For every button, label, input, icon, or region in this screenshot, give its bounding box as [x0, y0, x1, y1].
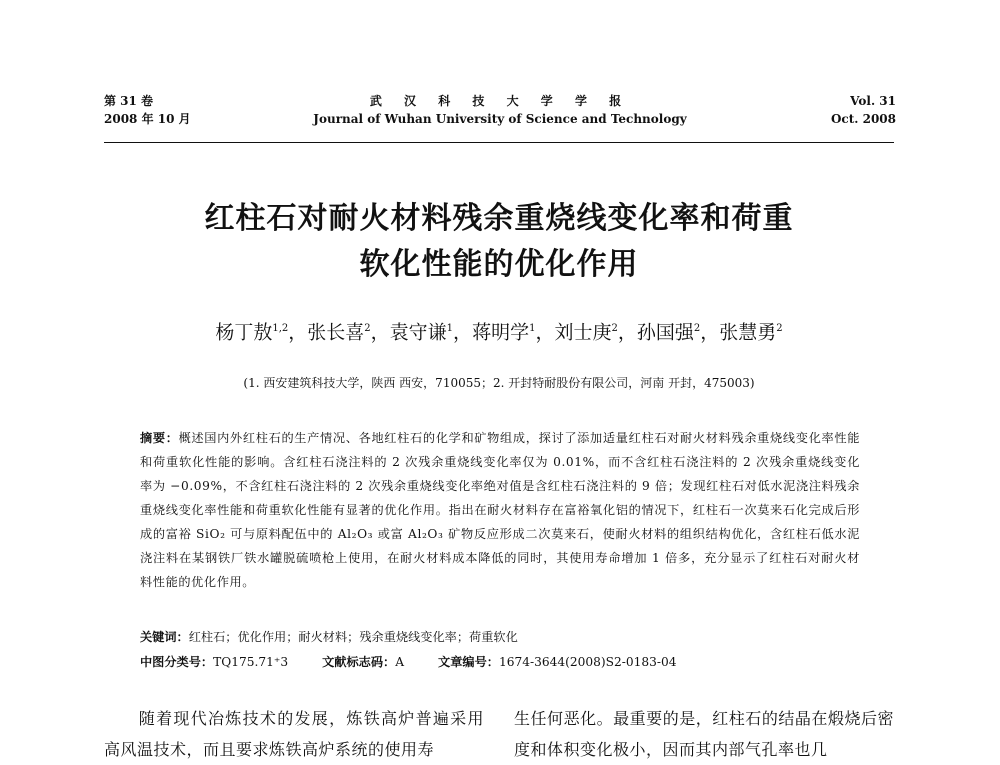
- date-en: Oct. 2008: [830, 112, 896, 126]
- body-column-right: [514, 703, 894, 765]
- author-name: 刘士庚: [554, 321, 612, 344]
- title-line-1: 红柱石对耐火材料残余重烧线变化率和荷重: [204, 201, 794, 236]
- title-line-2: 软化性能的优化作用: [359, 247, 639, 282]
- author-affiliation: 2: [776, 323, 783, 334]
- author-affiliation: 1: [529, 323, 536, 334]
- doc-code-value: A: [395, 655, 405, 669]
- running-header-left: [104, 92, 191, 128]
- article-number-label: 文章编号：: [438, 655, 499, 669]
- keywords: [140, 626, 860, 648]
- clc-label: 中图分类号：: [140, 655, 214, 669]
- volume-cn: 第 31 卷: [104, 94, 154, 108]
- author-affiliation: 2: [364, 323, 371, 334]
- author-name: 张慧勇: [719, 321, 777, 344]
- body-column-left: [104, 703, 484, 765]
- running-header-center: [300, 92, 700, 128]
- abstract-label: 摘要：: [140, 431, 179, 445]
- running-header-right: [831, 92, 896, 128]
- author-separator: ，: [617, 321, 637, 344]
- article-number-value: 1674-3644(2008)S2-0183-04: [498, 655, 677, 669]
- header-rule: [104, 142, 894, 143]
- author-affiliation: 1,2: [272, 323, 289, 334]
- author-separator: ，: [288, 321, 308, 344]
- keywords-label: 关键词：: [140, 630, 189, 644]
- date-cn: 2008 年 10 月: [104, 112, 191, 126]
- author-affiliation: 1: [446, 323, 454, 334]
- author-name: 袁守谦: [389, 321, 447, 344]
- clc-value: TQ175.71⁺3: [213, 655, 289, 669]
- author-name: 杨丁敖: [215, 321, 273, 344]
- journal-name-cn: 武 汉 科 技 大 学 学 报: [369, 94, 631, 108]
- author-name: 蒋明学: [472, 321, 530, 344]
- author-name: 孙国强: [636, 321, 694, 344]
- body-text-left: 随着现代冶炼技术的发展，炼铁高炉普遍采用高风温技术，而且要求炼铁高炉系统的使用寿: [104, 709, 484, 759]
- classification-line: [140, 651, 860, 673]
- author-separator: ，: [700, 321, 720, 344]
- volume-en: Vol. 31: [850, 94, 896, 108]
- author-separator: ，: [370, 321, 390, 344]
- abstract: [140, 426, 860, 594]
- journal-name-en: Journal of Wuhan University of Science and Technology: [313, 112, 687, 126]
- keywords-text: 红柱石；优化作用；耐火材料；残余重烧线变化率；荷重软化: [188, 630, 518, 644]
- author-affiliation: 2: [693, 323, 701, 334]
- author-list: [104, 314, 894, 347]
- author-name: 张长喜: [307, 321, 365, 344]
- paper-title: [104, 196, 894, 288]
- doc-code-label: 文献标志码：: [322, 655, 396, 669]
- author-separator: ，: [453, 321, 473, 344]
- abstract-text: 概述国内外红柱石的生产情况、各地红柱石的化学和矿物组成，探讨了添加适量红柱石对耐火材料残余重烧线变化率性能和荷重软化性能的影响。含红柱石浇注料的 2 次残余重烧线变化率仅为 0.01%，而不含红柱石浇注料的 2 次残余重烧线变化率为 −0.09%，不含红柱石浇注料的 2 次残余重烧线变化率绝对值是含红柱石浇注料的 9 倍；发现红柱石对低水泥浇注料残余重烧线变化率性能和荷重软化性能有显著的优化作用。指出在耐火材料存在富裕氧化铝的情况下，红柱石一次莫来石化完成后形成的富裕 SiO₂ 可与原料配伍中的 Al₂O₃ 或富 Al₂O₃ 矿物反应形成二次莫来石，使耐火材料的组织结构优化，含红柱石低水泥浇注料在某钢铁厂铁水罐脱硫喷枪上使用，在耐火材料成本降低的同时，其使用寿命增加 1 倍多，充分显示了红柱石对耐火材料性能的优化作用。: [140, 431, 860, 589]
- author-affiliation: 2: [611, 323, 618, 334]
- body-text-right: 生任何恶化。最重要的是，红柱石的结晶在煅烧后密度和体积变化极小，因而其内部气孔率也几: [514, 709, 894, 759]
- author-separator: ，: [535, 321, 555, 344]
- affiliation: (1. 西安建筑科技大学，陕西 西安，710055；2. 开封特耐股份有限公司，河南 开封，475003): [243, 376, 755, 390]
